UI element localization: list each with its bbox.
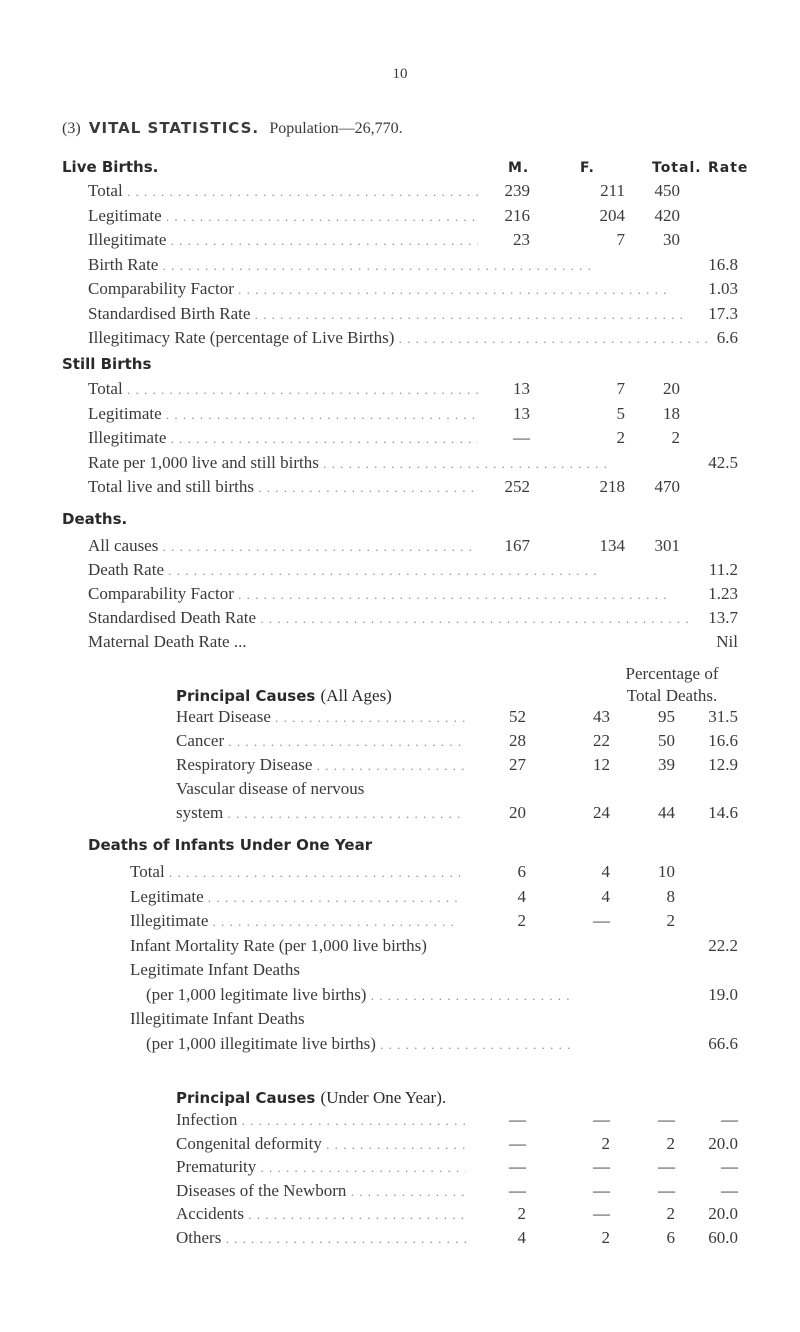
row-label: Total live and still births . . . <box>88 477 478 497</box>
cell-f: 7 <box>616 230 625 249</box>
row-label: Others . . . <box>176 1228 466 1248</box>
cell-f: — <box>593 1157 610 1176</box>
table-row <box>0 1009 800 1033</box>
table-row <box>0 1110 800 1134</box>
cell-total: — <box>658 1180 675 1200</box>
cell-rate: 16.6 <box>708 731 738 750</box>
table-row <box>0 379 800 403</box>
cell-rate: — <box>721 1157 738 1176</box>
cell-rate: 19.0 <box>708 984 738 1004</box>
cell-f: 2 <box>601 1133 610 1153</box>
cell-rate: 22.2 <box>708 935 738 955</box>
cell-rate: 16.8 <box>708 254 738 274</box>
table-row <box>0 428 800 452</box>
cell-m: — <box>509 1133 526 1153</box>
cell-rate: 60.0 <box>708 1227 738 1247</box>
cell-rate: 12.9 <box>708 755 738 774</box>
cell-total: 2 <box>666 1133 675 1153</box>
still-births-heading: Still Births <box>62 355 152 373</box>
cell-total: 450 <box>654 181 680 200</box>
population-note: Population—26,770. <box>269 120 403 137</box>
table-row <box>0 1228 800 1252</box>
cell-f: — <box>593 1110 610 1129</box>
live-births-heading: Live Births. <box>62 158 159 176</box>
row-label: Infection . . . <box>176 1110 466 1130</box>
row-label: Respiratory Disease . . . <box>176 755 466 775</box>
page-number: 10 <box>392 66 408 82</box>
table-row <box>0 304 800 328</box>
cell-rate: 20.0 <box>708 1133 738 1153</box>
cell-m: 20 <box>509 803 526 822</box>
table-row <box>0 632 800 656</box>
cell-f: 211 <box>600 181 625 200</box>
cell-f: 5 <box>616 403 625 423</box>
table-row <box>0 404 800 428</box>
row-label: Illegitimate . . . <box>88 230 478 250</box>
row-label: Standardised Death Rate . . . <box>88 608 708 628</box>
cell-f: 2 <box>616 428 625 447</box>
row-label: Legitimate . . . <box>88 404 478 424</box>
row-label: Congenital deformity . . . <box>176 1134 466 1154</box>
cell-rate: Nil <box>716 632 738 651</box>
table-row <box>0 584 800 608</box>
cell-m: 23 <box>513 230 530 249</box>
cell-f: 2 <box>601 1227 610 1247</box>
table-row <box>0 1157 800 1181</box>
cell-total: 6 <box>666 1227 675 1247</box>
cell-total: — <box>658 1157 675 1176</box>
cell-rate: 17.3 <box>708 303 738 323</box>
cell-rate: 1.03 <box>708 279 738 298</box>
row-label: Vascular disease of nervous <box>176 779 365 798</box>
table-row <box>0 707 800 731</box>
cell-rate: 31.5 <box>708 707 738 726</box>
table-row <box>0 779 800 803</box>
cell-m: — <box>509 1110 526 1129</box>
cell-f: — <box>593 1180 610 1200</box>
table-row <box>0 255 800 279</box>
table-row <box>0 560 800 584</box>
cell-m: 52 <box>509 707 526 726</box>
table-row <box>0 960 800 984</box>
row-label: Illegitimate . . . <box>88 428 478 448</box>
row-label: Comparability Factor . . . <box>88 584 708 604</box>
cell-m: 13 <box>513 379 530 398</box>
row-label: Total . . . <box>130 862 460 882</box>
table-row <box>0 911 800 935</box>
section-number: (3) <box>62 120 81 137</box>
cell-rate: 11.2 <box>708 560 738 579</box>
cell-total: 39 <box>658 755 675 774</box>
cell-total: 20 <box>663 379 680 398</box>
cell-f: — <box>593 1204 610 1223</box>
row-label: Legitimate . . . <box>130 887 460 907</box>
cell-rate: 14.6 <box>708 803 738 822</box>
cell-f: 43 <box>593 707 610 726</box>
cell-f: — <box>593 911 610 930</box>
cell-total: 44 <box>658 803 675 822</box>
cell-total: 30 <box>663 230 680 249</box>
row-label: Diseases of the Newborn . . . <box>176 1181 466 1201</box>
column-total-header: Total. <box>652 160 702 176</box>
cell-rate: 20.0 <box>708 1204 738 1223</box>
cell-total: 10 <box>658 862 675 881</box>
cell-m: 27 <box>509 755 526 774</box>
table-row <box>0 206 800 230</box>
row-label: Total . . . <box>88 181 478 201</box>
cell-total: — <box>658 1110 675 1129</box>
table-row <box>0 936 800 960</box>
cell-total: 2 <box>666 911 675 930</box>
cell-f: 4 <box>601 886 610 906</box>
table-row <box>0 453 800 477</box>
cell-f: 24 <box>593 803 610 822</box>
table-row <box>0 887 800 911</box>
cell-rate: 66.6 <box>708 1033 738 1053</box>
row-label: Infant Mortality Rate (per 1,000 live births) <box>130 935 427 955</box>
cell-total: 18 <box>663 403 680 423</box>
cell-rate: 6.6 <box>716 328 738 347</box>
row-label: Total . . . <box>88 379 478 399</box>
cell-total: 470 <box>654 477 680 496</box>
row-label: Comparability Factor . . . <box>88 279 708 299</box>
cell-f: 7 <box>616 379 625 398</box>
table-row <box>0 862 800 886</box>
cell-rate: 1.23 <box>708 584 738 603</box>
table-row <box>0 1204 800 1228</box>
cell-m: 252 <box>504 477 530 496</box>
cell-m: 2 <box>517 911 526 930</box>
cell-total: 8 <box>666 886 675 906</box>
table-row <box>0 230 800 254</box>
deaths-heading: Deaths. <box>62 510 128 528</box>
row-label: (per 1,000 legitimate live births) . . . <box>146 985 570 1005</box>
cell-total: 2 <box>666 1204 675 1223</box>
cell-m: 239 <box>504 181 530 200</box>
cell-m: 28 <box>509 731 526 750</box>
table-row <box>0 803 800 827</box>
principal-causes-heading: Principal Causes (All Ages) <box>176 686 392 705</box>
table-row <box>0 755 800 779</box>
row-label: system . . . <box>176 803 466 823</box>
cell-f: 204 <box>599 205 625 225</box>
document-title <box>62 118 403 138</box>
table-row <box>0 477 800 501</box>
column-f-header: F. <box>580 160 595 176</box>
cell-rate: — <box>721 1180 738 1200</box>
row-label: Legitimate Infant Deaths <box>130 960 300 979</box>
cell-rate: 13.7 <box>708 608 738 627</box>
row-label: Cancer . . . <box>176 731 466 751</box>
row-label: Heart Disease . . . <box>176 707 466 727</box>
cell-total: 301 <box>654 536 680 555</box>
table-row <box>0 1134 800 1158</box>
column-m-header: M. <box>508 160 530 176</box>
row-label: Illegitimate Infant Deaths <box>130 1009 305 1028</box>
cell-m: 6 <box>517 862 526 881</box>
row-label: Illegitimate . . . <box>130 911 460 931</box>
row-label: Accidents . . . <box>176 1204 466 1224</box>
cell-m: — <box>509 1157 526 1176</box>
percentage-header: Percentage of Total Deaths. <box>625 664 719 705</box>
row-label: Legitimate . . . <box>88 206 478 226</box>
table-row <box>0 1034 800 1058</box>
title-heading: VITAL STATISTICS. <box>88 119 260 137</box>
row-label: Death Rate . . . <box>88 560 708 580</box>
cell-total: 50 <box>658 731 675 750</box>
row-label: Maternal Death Rate ... <box>88 632 247 651</box>
table-row <box>0 181 800 205</box>
cell-m: 2 <box>517 1204 526 1223</box>
row-label: (per 1,000 illegitimate live births) . . . <box>146 1034 570 1054</box>
cell-f: 12 <box>593 755 610 774</box>
cell-f: 218 <box>599 477 625 496</box>
cell-total: 420 <box>654 205 680 225</box>
cell-m: — <box>513 428 530 447</box>
cell-total: 95 <box>658 707 675 726</box>
infant-deaths-heading: Deaths of Infants Under One Year <box>88 836 373 854</box>
table-row <box>0 731 800 755</box>
cell-total: 2 <box>671 428 680 447</box>
table-row <box>0 608 800 632</box>
table-row <box>0 985 800 1009</box>
table-row <box>0 328 800 352</box>
table-row <box>0 536 800 560</box>
table-row <box>0 1181 800 1205</box>
cell-f: 22 <box>593 731 610 750</box>
row-label: Illegitimacy Rate (percentage of Live Births) . . . <box>88 328 708 348</box>
cell-rate: 42.5 <box>708 452 738 472</box>
cell-m: 167 <box>504 536 530 555</box>
row-label: Rate per 1,000 live and still births . . . <box>88 453 608 473</box>
row-label: Prematurity . . . <box>176 1157 466 1177</box>
table-row <box>0 279 800 303</box>
cell-rate: — <box>721 1110 738 1129</box>
cell-m: 216 <box>504 205 530 225</box>
cell-m: — <box>509 1180 526 1200</box>
cell-m: 13 <box>513 403 530 423</box>
row-label: Standardised Birth Rate . . . <box>88 304 708 324</box>
cell-m: 4 <box>517 886 526 906</box>
row-label: All causes . . . <box>88 536 478 556</box>
infant-causes-heading: Principal Causes (Under One Year). <box>176 1088 447 1107</box>
column-rate-header: Rate <box>708 160 749 176</box>
cell-f: 134 <box>599 536 625 555</box>
cell-m: 4 <box>517 1227 526 1247</box>
cell-f: 4 <box>601 862 610 881</box>
row-label: Birth Rate . . . <box>88 255 708 275</box>
